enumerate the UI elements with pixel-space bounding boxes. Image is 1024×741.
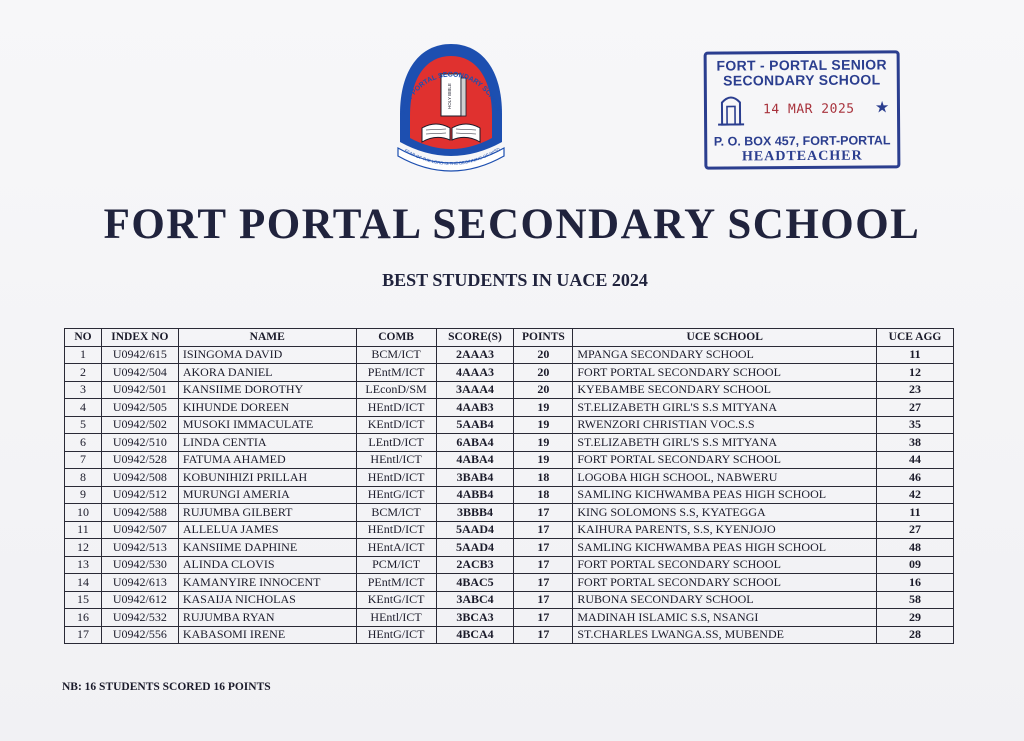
combination-cell: HEntA/ICT [356, 539, 436, 557]
stamp-line-1: FORT - PORTAL SENIOR [716, 56, 887, 74]
row-number-cell: 1 [65, 346, 102, 364]
combination-cell: BCM/ICT [356, 504, 436, 522]
uce-aggregate-cell: 58 [877, 591, 954, 609]
row-number-cell: 4 [65, 399, 102, 417]
stamp-star-icon: ★ [874, 99, 890, 117]
combination-cell: PCM/ICT [356, 556, 436, 574]
uce-school-cell: ST.CHARLES LWANGA.SS, MUBENDE [573, 626, 877, 644]
table-row [65, 539, 954, 557]
table-row [65, 521, 954, 539]
index-number-cell: U0942/512 [101, 486, 178, 504]
scores-cell: 2ACB3 [436, 556, 514, 574]
uce-school-cell: FORT PORTAL SECONDARY SCHOOL [573, 451, 877, 469]
index-number-cell: U0942/510 [101, 434, 178, 452]
points-cell: 19 [514, 451, 573, 469]
uce-school-cell: KING SOLOMONS S.S, KYATEGGA [573, 504, 877, 522]
table-header-row [65, 329, 954, 347]
combination-cell: HEntG/ICT [356, 486, 436, 504]
scores-cell: 2AAA3 [436, 346, 514, 364]
points-cell: 17 [514, 609, 573, 627]
scores-cell: 3ABC4 [436, 591, 514, 609]
points-cell: 20 [514, 364, 573, 382]
scores-cell: 4AAA3 [436, 364, 514, 382]
student-name-cell: RUJUMBA GILBERT [178, 504, 356, 522]
page-subtitle: BEST STUDENTS IN UACE 2024 [382, 270, 648, 290]
column-header: NAME [178, 329, 356, 347]
uce-aggregate-cell: 27 [877, 521, 954, 539]
combination-cell: HEntD/ICT [356, 469, 436, 487]
points-cell: 19 [514, 416, 573, 434]
column-header: SCORE(S) [436, 329, 514, 347]
footnote: NB: 16 STUDENTS SCORED 16 POINTS [62, 681, 271, 693]
index-number-cell: U0942/612 [101, 591, 178, 609]
table-row [65, 416, 954, 434]
table-row [65, 451, 954, 469]
index-number-cell: U0942/501 [101, 381, 178, 399]
uce-aggregate-cell: 11 [877, 346, 954, 364]
crest-ring-text: FORT PORTAL SECONDARY SCHOOL [400, 71, 502, 115]
scores-cell: 5AAD4 [436, 539, 514, 557]
table-body [65, 346, 954, 644]
student-name-cell: ALINDA CLOVIS [178, 556, 356, 574]
index-number-cell: U0942/613 [101, 574, 178, 592]
points-cell: 18 [514, 486, 573, 504]
uce-school-cell: RUBONA SECONDARY SCHOOL [573, 591, 877, 609]
table-row [65, 504, 954, 522]
index-number-cell: U0942/504 [101, 364, 178, 382]
index-number-cell: U0942/528 [101, 451, 178, 469]
stamp-date: 14 MAR 2025 [762, 101, 855, 118]
scores-cell: 5AAB4 [436, 416, 514, 434]
index-number-cell: U0942/513 [101, 539, 178, 557]
student-name-cell: KASAIJA NICHOLAS [178, 591, 356, 609]
scores-cell: 5AAD4 [436, 521, 514, 539]
points-cell: 20 [514, 346, 573, 364]
table-row [65, 346, 954, 364]
uce-aggregate-cell: 46 [877, 469, 954, 487]
points-cell: 17 [514, 574, 573, 592]
uce-school-cell: RWENZORI CHRISTIAN VOC.S.S [573, 416, 877, 434]
student-name-cell: AKORA DANIEL [178, 364, 356, 382]
row-number-cell: 10 [65, 504, 102, 522]
student-name-cell: RUJUMBA RYAN [178, 609, 356, 627]
student-name-cell: LINDA CENTIA [178, 434, 356, 452]
scores-cell: 4ABA4 [436, 451, 514, 469]
column-header: UCE AGG [877, 329, 954, 347]
index-number-cell: U0942/615 [101, 346, 178, 364]
combination-cell: HEntD/ICT [356, 399, 436, 417]
table-row [65, 591, 954, 609]
row-number-cell: 12 [65, 539, 102, 557]
row-number-cell: 16 [65, 609, 102, 627]
points-cell: 17 [514, 504, 573, 522]
scores-cell: 4ABB4 [436, 486, 514, 504]
uce-school-cell: SAMLING KICHWAMBA PEAS HIGH SCHOOL [573, 486, 877, 504]
column-header: POINTS [514, 329, 573, 347]
student-name-cell: KIHUNDE DOREEN [178, 399, 356, 417]
index-number-cell: U0942/556 [101, 626, 178, 644]
table-row [65, 381, 954, 399]
student-name-cell: ALLELUA JAMES [178, 521, 356, 539]
stamp-line-2: SECONDARY SCHOOL [723, 71, 881, 89]
scores-cell: 6ABA4 [436, 434, 514, 452]
row-number-cell: 11 [65, 521, 102, 539]
points-cell: 20 [514, 381, 573, 399]
student-name-cell: KAMANYIRE INNOCENT [178, 574, 356, 592]
stamp-tower-icon [716, 90, 746, 126]
row-number-cell: 6 [65, 434, 102, 452]
uce-school-cell: FORT PORTAL SECONDARY SCHOOL [573, 574, 877, 592]
uce-aggregate-cell: 28 [877, 626, 954, 644]
student-name-cell: MUSOKI IMMACULATE [178, 416, 356, 434]
row-number-cell: 3 [65, 381, 102, 399]
student-name-cell: KANSIIME DAPHINE [178, 539, 356, 557]
table-row [65, 626, 954, 644]
scores-cell: 4AAB3 [436, 399, 514, 417]
uce-school-cell: LOGOBA HIGH SCHOOL, NABWERU [573, 469, 877, 487]
uce-school-cell: SAMLING KICHWAMBA PEAS HIGH SCHOOL [573, 539, 877, 557]
combination-cell: LEntD/ICT [356, 434, 436, 452]
points-cell: 17 [514, 591, 573, 609]
student-name-cell: KOBUNIHIZI PRILLAH [178, 469, 356, 487]
school-crest-logo [386, 30, 516, 180]
scores-cell: 3AAA4 [436, 381, 514, 399]
scores-cell: 3BBB4 [436, 504, 514, 522]
crest-motto: FEAR OF THE LORD IS THE BEGINNING OF WISD [403, 146, 501, 167]
scores-cell: 4BAC5 [436, 574, 514, 592]
table-row [65, 486, 954, 504]
points-cell: 17 [514, 521, 573, 539]
column-header: INDEX NO [101, 329, 178, 347]
uce-aggregate-cell: 29 [877, 609, 954, 627]
table-row [65, 469, 954, 487]
index-number-cell: U0942/588 [101, 504, 178, 522]
stamp-address: P. O. BOX 457, FORT-PORTAL [713, 133, 891, 149]
scores-cell: 3BAB4 [436, 469, 514, 487]
row-number-cell: 13 [65, 556, 102, 574]
points-cell: 17 [514, 539, 573, 557]
points-cell: 19 [514, 399, 573, 417]
uce-aggregate-cell: 27 [877, 399, 954, 417]
uce-school-cell: ST.ELIZABETH GIRL'S S.S MITYANA [573, 399, 877, 417]
points-cell: 17 [514, 556, 573, 574]
page-title: FORT PORTAL SECONDARY SCHOOL [103, 201, 921, 248]
row-number-cell: 8 [65, 469, 102, 487]
student-name-cell: MURUNGI AMERIA [178, 486, 356, 504]
points-cell: 18 [514, 469, 573, 487]
row-number-cell: 17 [65, 626, 102, 644]
row-number-cell: 7 [65, 451, 102, 469]
table-row [65, 364, 954, 382]
uce-aggregate-cell: 44 [877, 451, 954, 469]
index-number-cell: U0942/508 [101, 469, 178, 487]
row-number-cell: 5 [65, 416, 102, 434]
uce-aggregate-cell: 42 [877, 486, 954, 504]
uce-school-cell: FORT PORTAL SECONDARY SCHOOL [573, 364, 877, 382]
table-row [65, 574, 954, 592]
uce-school-cell: ST.ELIZABETH GIRL'S S.S MITYANA [573, 434, 877, 452]
student-name-cell: KANSIIME DOROTHY [178, 381, 356, 399]
index-number-cell: U0942/505 [101, 399, 178, 417]
column-header: NO [65, 329, 102, 347]
uce-school-cell: FORT PORTAL SECONDARY SCHOOL [573, 556, 877, 574]
student-name-cell: KABASOMI IRENE [178, 626, 356, 644]
combination-cell: KEntG/ICT [356, 591, 436, 609]
student-name-cell: ISINGOMA DAVID [178, 346, 356, 364]
index-number-cell: U0942/532 [101, 609, 178, 627]
uce-school-cell: KAIHURA PARENTS, S.S, KYENJOJO [573, 521, 877, 539]
table-row [65, 399, 954, 417]
uce-school-cell: MADINAH ISLAMIC S.S, NSANGI [573, 609, 877, 627]
row-number-cell: 14 [65, 574, 102, 592]
table-row [65, 556, 954, 574]
table-row [65, 609, 954, 627]
table-row [65, 434, 954, 452]
index-number-cell: U0942/507 [101, 521, 178, 539]
combination-cell: LEconD/SM [356, 381, 436, 399]
combination-cell: PEntM/ICT [356, 364, 436, 382]
row-number-cell: 2 [65, 364, 102, 382]
uce-aggregate-cell: 38 [877, 434, 954, 452]
row-number-cell: 9 [65, 486, 102, 504]
points-cell: 17 [514, 626, 573, 644]
combination-cell: HEntG/ICT [356, 626, 436, 644]
combination-cell: PEntM/ICT [356, 574, 436, 592]
uce-school-cell: MPANGA SECONDARY SCHOOL [573, 346, 877, 364]
index-number-cell: U0942/502 [101, 416, 178, 434]
column-header: COMB [356, 329, 436, 347]
uce-aggregate-cell: 48 [877, 539, 954, 557]
combination-cell: HEntl/ICT [356, 451, 436, 469]
uce-school-cell: KYEBAMBE SECONDARY SCHOOL [573, 381, 877, 399]
headteacher-stamp [704, 50, 901, 169]
combination-cell: BCM/ICT [356, 346, 436, 364]
uce-aggregate-cell: 12 [877, 364, 954, 382]
student-name-cell: FATUMA AHAMED [178, 451, 356, 469]
combination-cell: KEntD/ICT [356, 416, 436, 434]
uce-aggregate-cell: 16 [877, 574, 954, 592]
results-table [64, 328, 954, 644]
scores-cell: 3BCA3 [436, 609, 514, 627]
index-number-cell: U0942/530 [101, 556, 178, 574]
uce-aggregate-cell: 11 [877, 504, 954, 522]
bible-label: HOLY BIBLE [447, 83, 452, 109]
row-number-cell: 15 [65, 591, 102, 609]
combination-cell: HEntD/ICT [356, 521, 436, 539]
uce-aggregate-cell: 23 [877, 381, 954, 399]
column-header: UCE SCHOOL [573, 329, 877, 347]
stamp-role: HEADTEACHER [741, 148, 863, 165]
scores-cell: 4BCA4 [436, 626, 514, 644]
uce-aggregate-cell: 35 [877, 416, 954, 434]
combination-cell: HEntl/ICT [356, 609, 436, 627]
points-cell: 19 [514, 434, 573, 452]
uce-aggregate-cell: 09 [877, 556, 954, 574]
